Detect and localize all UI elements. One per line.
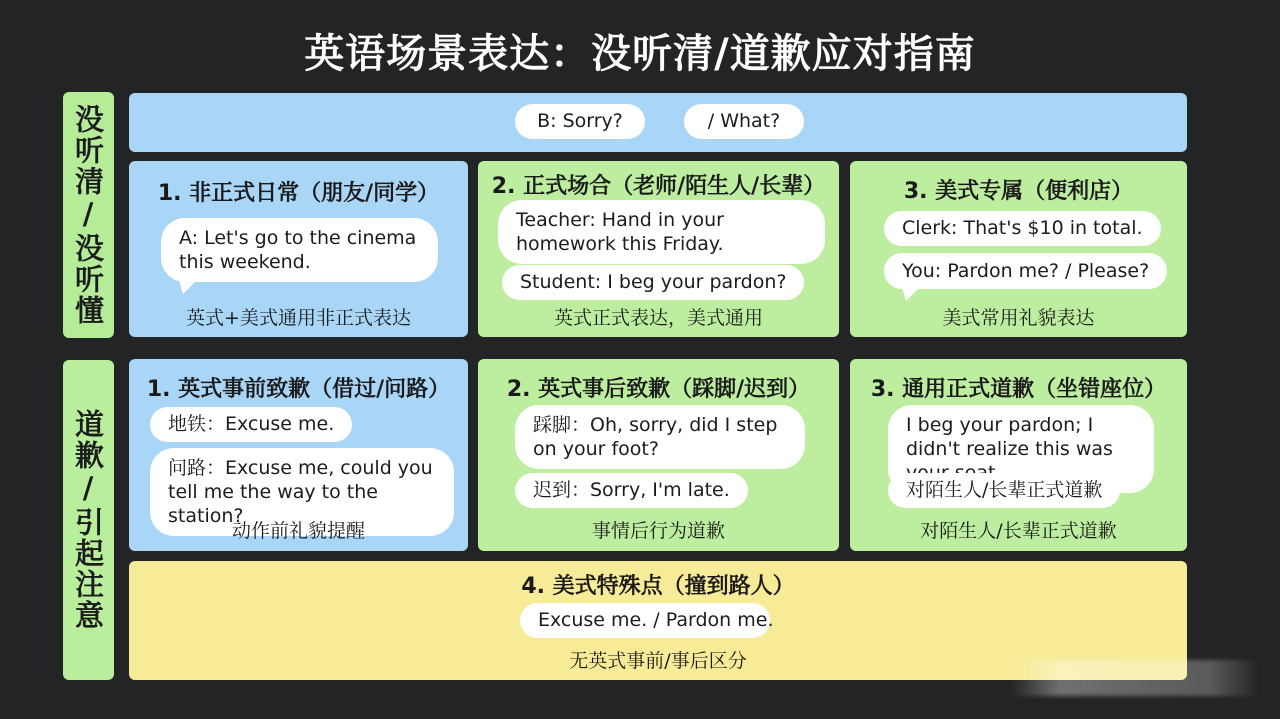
- sorry-pill: B: Sorry?: [515, 104, 645, 139]
- side-label-apology-text: 道歉/引起注意: [71, 409, 105, 631]
- card-us-store-bubble-1: Clerk: That's $10 in total.: [884, 211, 1161, 246]
- card-uk-after-title: 2. 英式事后致歉（踩脚/迟到）: [506, 377, 811, 402]
- card-uk-before-note: 动作前礼貌提醒: [231, 520, 365, 542]
- card-us-store-bubble-2: You: Pardon me? / Please?: [884, 253, 1167, 289]
- card-us-special-pill: Excuse me. / Pardon me.: [520, 603, 770, 638]
- side-label-apology: [63, 360, 114, 680]
- card-us-store-title: 3. 美式专属（便利店）: [903, 179, 1134, 204]
- card-formal: [478, 161, 839, 337]
- card-formal-bubble-1: Teacher: Hand in your homework this Friday.: [498, 200, 825, 264]
- card-uk-after: [478, 359, 839, 551]
- card-formal-apology-bubble-2: 对陌生人/长辈正式道歉: [888, 473, 1120, 508]
- top-bar: [129, 93, 1187, 152]
- side-label-mishear-text: 没听清/没听懂: [71, 104, 105, 326]
- card-informal: [129, 161, 468, 337]
- page-title: 英语场景表达：没听清/道歉应对指南: [304, 31, 976, 77]
- card-informal-bubble-1: A: Let's go to the cinema this weekend.: [161, 218, 438, 282]
- card-formal-title: 2. 正式场合（老师/陌生人/长辈）: [491, 174, 826, 199]
- card-uk-before: [129, 359, 468, 551]
- card-us-store: [850, 161, 1187, 337]
- card-uk-after-note: 事情后行为道歉: [591, 520, 725, 542]
- card-formal-apology-note: 对陌生人/长辈正式道歉: [920, 520, 1117, 542]
- card-formal-apology-title: 3. 通用正式道歉（坐错座位）: [870, 377, 1167, 402]
- watermark: [1010, 660, 1260, 696]
- card-us-special-note: 无英式事前/事后区分: [569, 650, 747, 672]
- card-formal-note: 英式正式表达，美式通用: [553, 307, 763, 329]
- card-us-special-title: 4. 美式特殊点（撞到路人）: [521, 574, 795, 599]
- card-formal-apology-bubble-1: I beg your pardon; I didn't realize this was: [888, 405, 1154, 493]
- what-pill: / What?: [684, 104, 804, 139]
- card-uk-before-title: 1. 英式事前致歉（借过/问路）: [146, 377, 451, 402]
- card-uk-after-bubble-1: 踩脚：Oh, sorry, did I step on your foot?: [515, 405, 805, 469]
- card-uk-before-bubble-2: 问路：Excuse me, could you tell me the way to the station?: [150, 448, 454, 536]
- card-us-store-note: 美式常用礼貌表达: [942, 307, 1095, 329]
- card-formal-apology: [850, 359, 1187, 551]
- side-label-mishear: [63, 92, 114, 338]
- card-informal-title: 1. 非正式日常（朋友/同学）: [157, 181, 440, 206]
- card-informal-note: 英式+美式通用非正式表达: [186, 307, 411, 329]
- card-formal-bubble-2: Student: I beg your pardon?: [502, 265, 804, 300]
- card-uk-before-bubble-1: 地铁：Excuse me.: [150, 407, 352, 442]
- card-uk-after-bubble-2: 迟到：Sorry, I'm late.: [515, 473, 748, 508]
